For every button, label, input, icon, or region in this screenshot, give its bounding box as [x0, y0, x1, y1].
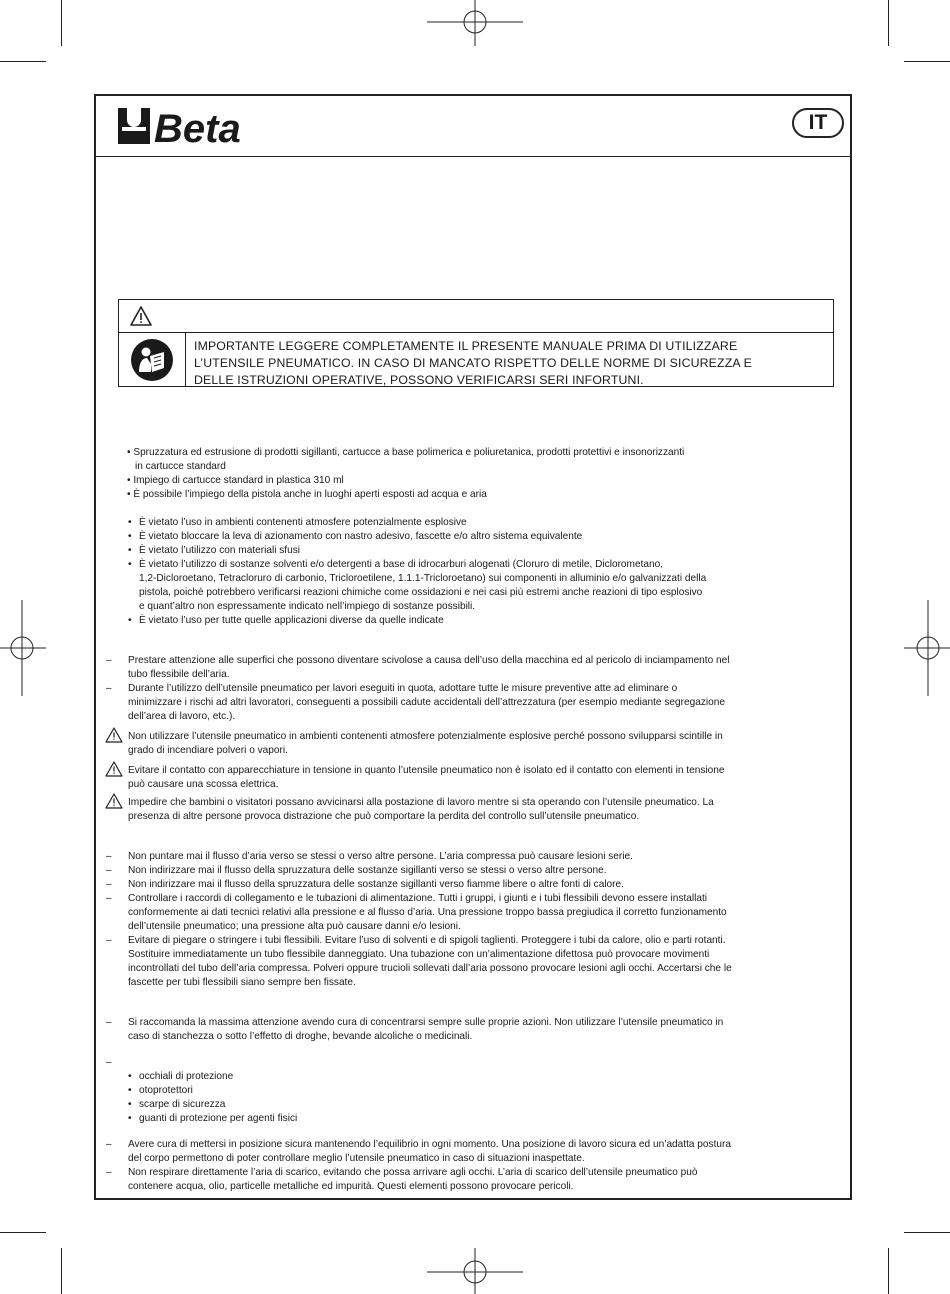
ppe-item: scarpe di sicurezza	[139, 1099, 226, 1110]
air-safety-text: Controllare i raccordi di collegamento e le tubazioni di alimentazione. Tutti i gruppi, i giunti e i tubi flessibili devono essere installati	[128, 893, 708, 904]
beta-logo	[116, 106, 276, 148]
dash-marker: –	[106, 1167, 112, 1178]
registration-mark-left	[0, 600, 46, 696]
air-safety-text: Sostituire immediatamente un tubo flessibile danneggiato. Una tubazione con un’alimentazione difettosa può provocare movimenti	[128, 949, 710, 960]
registration-mark-bottom	[427, 1248, 523, 1294]
header	[96, 96, 850, 157]
warning-text: grado di incendiare polveri o vapori.	[128, 745, 288, 756]
dash-marker: –	[106, 1139, 112, 1150]
dash-marker: –	[106, 935, 112, 946]
warning-text: Evitare il contatto con apparecchiature in tensione in quanto l’utensile pneumatico non è isolato ed il contatto con elementi in tensione	[128, 765, 725, 776]
dash-marker: –	[106, 1057, 112, 1068]
uses-item: • Spruzzatura ed estrusione di prodotti sigillanti, cartucce a base polimerica e poliuretanica, prodotti protettivi e insonorizzanti	[127, 447, 685, 458]
bullet	[128, 1084, 132, 1098]
warning-icon	[129, 305, 153, 327]
prohibited-item: e quant’altro non espressamente indicato nell’impiego di sostanze possibili.	[139, 601, 476, 612]
air-safety-text: Non indirizzare mai il flusso della spruzzatura delle sostanze sigillanti verso fiamme libere o altre fonti di calore.	[128, 879, 624, 890]
bullet	[128, 516, 132, 530]
air-safety-text: Non indirizzare mai il flusso della spruzzatura delle sostanze sigillanti verso se stessi o verso altre persone.	[128, 865, 607, 876]
crop-mark	[904, 1232, 950, 1233]
crop-mark	[0, 1232, 46, 1233]
uses-item: in cartucce standard	[135, 461, 226, 472]
prohibited-item: È vietato bloccare la leva di azionamento con nastro adesivo, fascette e/o altro sistema equivalente	[139, 531, 583, 542]
warning-icon	[105, 793, 123, 809]
read-manual-cell	[119, 333, 186, 387]
warning-text: presenza di altre persone provoca distrazione che può comportare la perdita del controllo sull’utensile pneumatico.	[128, 811, 640, 822]
warning-icon	[105, 727, 123, 743]
bullet	[128, 558, 132, 572]
warning-text: Impedire che bambini o visitatori possano avvicinarsi alla postazione di lavoro mentre si sta operando con l’utensile pneumatico. La	[128, 797, 714, 808]
registration-mark-top	[427, 0, 523, 46]
dash-marker: –	[106, 1017, 112, 1028]
ppe-item: guanti di protezione per agenti fisici	[139, 1113, 298, 1124]
warning-icon	[105, 761, 123, 777]
final-text: contenere acqua, olio, particelle metalliche ed impurità. Questi elementi possono provocare pericoli.	[128, 1181, 574, 1192]
bullet	[128, 1070, 132, 1084]
warning-text: può causare una scossa elettrica.	[128, 779, 279, 790]
dash-marker: –	[106, 655, 112, 666]
prohibited-item: 1,2-Dicloroetano, Tetracloruro di carbonio, Tricloroetilene, 1.1.1-Tricloroetano) sui componenti in alluminio e/o galvanizzati della	[139, 573, 707, 584]
work-area-text: Prestare attenzione alle superfici che possono diventare scivolose a causa dell’uso della macchina ed al pericolo di inciampamento nel	[128, 655, 730, 666]
warning-box-header	[119, 300, 833, 333]
read-manual-icon	[130, 338, 174, 382]
air-safety-text: fascette per tubi flessibili siano sempre ben fissate.	[128, 977, 356, 988]
prohibited-item: pistola, poichè potrebbero verificarsi reazioni chimiche come ossidazioni e nei casi più estremi anche reazioni di tipo esplosivo	[139, 587, 703, 598]
crop-mark	[0, 61, 46, 62]
warning-box	[118, 299, 834, 387]
language-badge: IT	[792, 108, 844, 138]
work-area-text: minimizzare i rischi ad altri lavoratori, conseguenti a possibili cadute accidentali dell’attrezzatura (per esempio mediante segregazione	[128, 697, 725, 708]
final-text: del corpo permettono di poter controllare meglio l’utensile pneumatico in caso di situazioni inaspettate.	[128, 1153, 585, 1164]
bullet	[128, 614, 132, 628]
bullet	[128, 1098, 132, 1112]
crop-mark	[888, 1248, 889, 1294]
bullet	[128, 1112, 132, 1126]
prohibited-item: È vietato l’uso in ambienti contenenti atmosfere potenzialmente esplosive	[139, 517, 467, 528]
ppe-item: otoprotettori	[139, 1085, 193, 1096]
uses-item: • È possibile l’impiego della pistola anche in luoghi aperti esposti ad acqua e aria	[127, 489, 487, 500]
air-safety-text: conformemente ai dati tecnici relativi alla pressione e al flusso d’aria. Una pressione troppo bassa pregiudica il corretto funzionamento	[128, 907, 727, 918]
crop-mark	[888, 0, 889, 46]
warning-message	[194, 338, 826, 389]
crop-mark	[904, 61, 950, 62]
prohibited-item: È vietato l’uso per tutte quelle applicazioni diverse da quelle indicate	[139, 615, 444, 626]
warning-line: IMPORTANTE LEGGERE COMPLETAMENTE IL PRESENTE MANUALE PRIMA DI UTILIZZARE	[194, 339, 738, 353]
crop-mark	[61, 0, 62, 46]
dash-marker: –	[106, 893, 112, 904]
bullet	[128, 530, 132, 544]
bullet	[128, 544, 132, 558]
warning-line: DELLE ISTRUZIONI OPERATIVE, POSSONO VERIFICARSI SERI INFORTUNI.	[194, 373, 644, 387]
work-area-text: tubo flessibile dell’aria.	[128, 669, 230, 680]
personal-text: caso di stanchezza o sotto l’effetto di droghe, bevande alcoliche o medicinali.	[128, 1031, 473, 1042]
air-safety-text: incontrollati del tubo dell’aria compressa. Polveri oppure trucioli sollevati dall’aria possono provocare lesioni agli occhi. Accertarsi che le	[128, 963, 732, 974]
personal-text: Si raccomanda la massima attenzione avendo cura di concentrarsi sempre sulle proprie azioni. Non utilizzare l’utensile pneumatico in	[128, 1017, 724, 1028]
dash-marker: –	[106, 879, 112, 890]
warning-line: L’UTENSILE PNEUMATICO. IN CASO DI MANCATO RISPETTO DELLE NORME DI SICUREZZA E	[194, 356, 752, 370]
prohibited-item: È vietato l’utilizzo con materiali sfusi	[139, 545, 301, 556]
final-text: Avere cura di mettersi in posizione sicura mantenendo l’equilibrio in ogni momento. Una posizione di lavoro sicura ed un’adatta postura	[128, 1139, 731, 1150]
registration-mark-right	[904, 600, 950, 696]
ppe-item: occhiali di protezione	[139, 1071, 234, 1082]
prohibited-item: È vietato l’utilizzo di sostanze solventi e/o detergenti a base di idrocarburi alogenati (Cloruro di metile, Diclorometano,	[139, 559, 664, 570]
work-area-text: Durante l’utilizzo dell’utensile pneumatico per lavori eseguiti in quota, adottare tutte le misure preventive atte ad eliminare o	[128, 683, 678, 694]
warning-text: Non utilizzare l’utensile pneumatico in ambienti contenenti atmosfere potenzialmente esplosive perché possono svilupparsi scintille in	[128, 731, 723, 742]
dash-marker: –	[106, 865, 112, 876]
air-safety-text: dell’utensile pneumatico; una pressione alta può causare danni e/o lesioni.	[128, 921, 461, 932]
crop-mark	[61, 1248, 62, 1294]
final-text: Non respirare direttamente l’aria di scarico, evitando che possa arrivare agli occhi. L’aria di scarico dell’utensile pneumatico può	[128, 1167, 698, 1178]
dash-marker: –	[106, 683, 112, 694]
dash-marker: –	[106, 851, 112, 862]
air-safety-text: Non puntare mai il flusso d’aria verso se stessi o verso altre persone. L’aria compressa può causare lesioni serie.	[128, 851, 633, 862]
uses-item: • Impiego di cartucce standard in plastica 310 ml	[127, 475, 344, 486]
air-safety-text: Evitare di piegare o stringere i tubi flessibili. Evitare l’uso di solventi e di spigoli taglienti. Proteggere i tubi da calore, olio e parti rotanti.	[128, 935, 726, 946]
work-area-text: dell’area di lavoro, etc.).	[128, 711, 236, 722]
svg-text:Beta: Beta	[154, 107, 241, 148]
